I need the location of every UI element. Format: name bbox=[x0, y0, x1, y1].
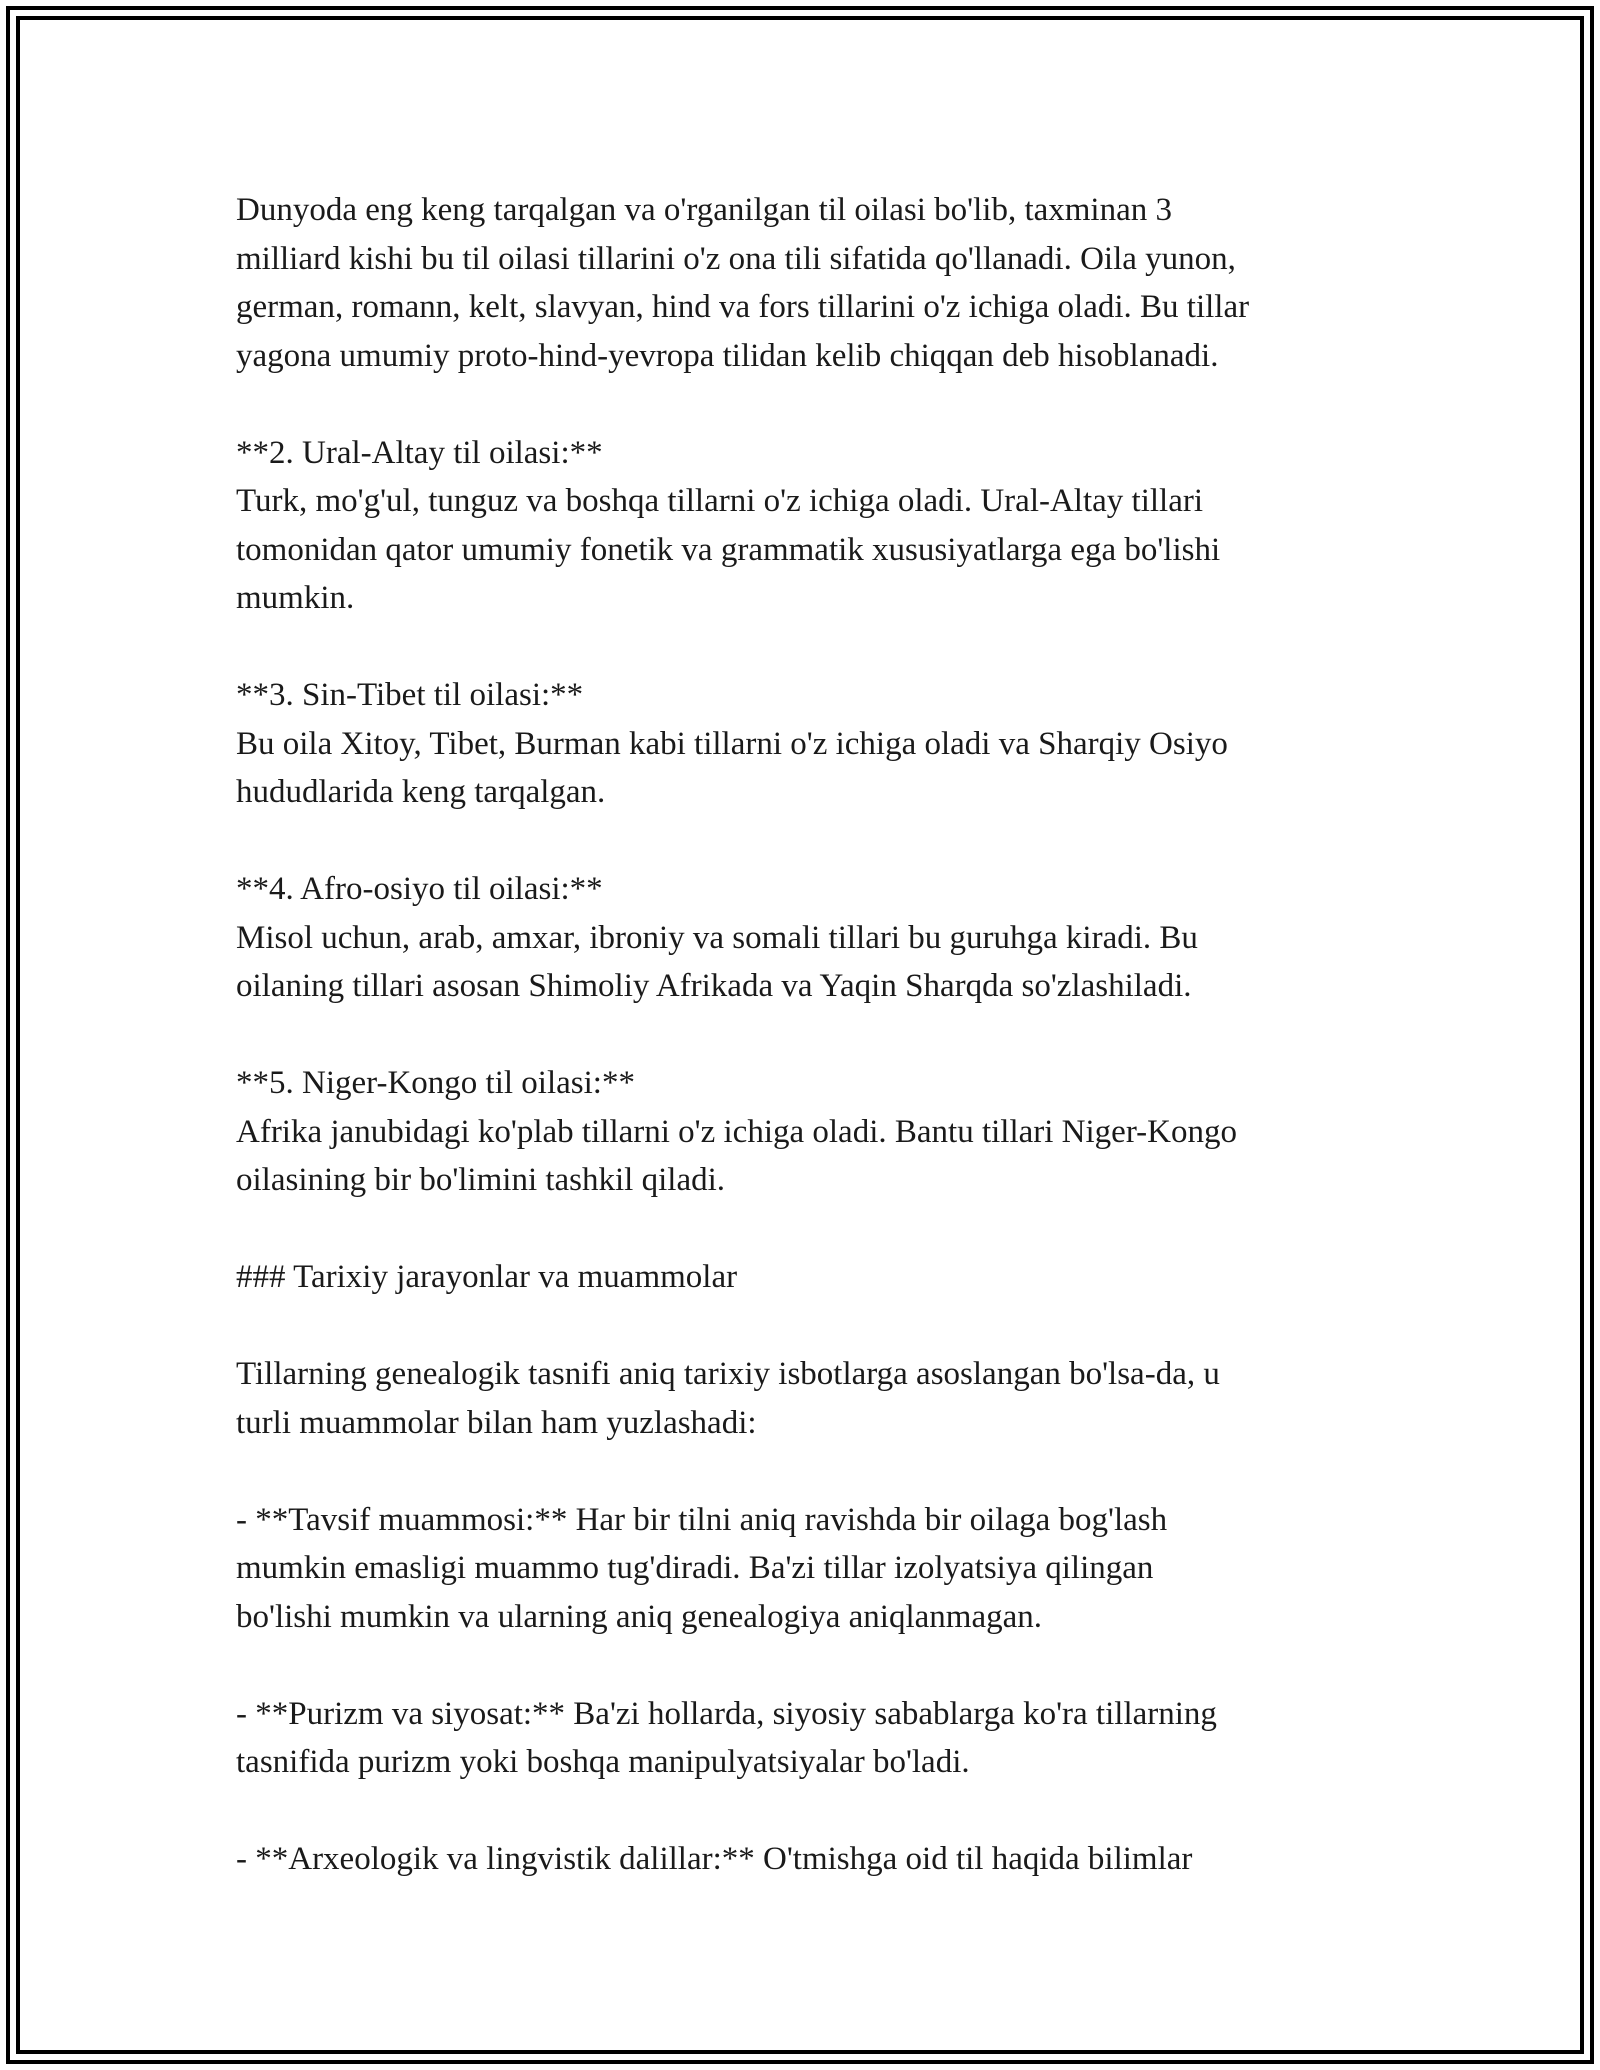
section-niger-kongo: **5. Niger-Kongo til oilasi:** Afrika janubidagi ko'plab tillarni o'z ichiga oladi. Bantu tillari Niger-Kongo oilasining bir bo'limini tashkil qiladi. bbox=[236, 1065, 1237, 1198]
list-item-purizm-siyosat: - **Purizm va siyosat:** Ba'zi hollarda, siyosiy sabablarga ko'ra tillarning tasnifida purizm yoki boshqa manipulyatsiyalar bo'ladi. bbox=[236, 1695, 1217, 1780]
paragraph-indo-european-intro: Dunyoda eng keng tarqalgan va o'rganilgan til oilasi bo'lib, taxminan 3 milliard kishi bu til oilasi tillarini o'z ona tili sifatida qo'llanadi. Oila yunon, german, romann, kelt, slavyan, hind va fors tillarini o'z ichiga oladi. Bu tillar yagona umumiy proto-hind-yevropa tilidan kelib chiqqan deb hisoblanadi. bbox=[236, 192, 1250, 374]
heading-tarixiy-jarayonlar: ### Tarixiy jarayonlar va muammolar bbox=[236, 1259, 738, 1295]
section-ural-altay: **2. Ural-Altay til oilasi:** Turk, mo'g'ul, tunguz va boshqa tillarni o'z ichiga oladi. Ural-Altay tillari tomonidan qator umumiy fonetik va grammatik xususiyatlarga ega bo'lishi mumkin. bbox=[236, 434, 1221, 616]
section-sin-tibet: **3. Sin-Tibet til oilasi:** Bu oila Xitoy, Tibet, Burman kabi tillarni o'z ichiga oladi va Sharqiy Osiyo hududlarida keng tarqalgan. bbox=[236, 677, 1228, 810]
paragraph-muammolar-intro: Tillarning genealogik tasnifi aniq tarixiy isbotlarga asoslangan bo'lsa-da, u turli muammolar bilan ham yuzlashadi: bbox=[236, 1356, 1220, 1441]
section-afro-osiyo: **4. Afro-osiyo til oilasi:** Misol uchun, arab, amxar, ibroniy va somali tillari bu guruhga kiradi. Bu oilaning tillari asosan Shimoliy Afrikada va Yaqin Sharqda so'zlashiladi. bbox=[236, 871, 1198, 1004]
list-item-tavsif-muammosi: - **Tavsif muammosi:** Har bir tilni aniq ravishda bir oilaga bog'lash mumkin emasligi muammo tug'diradi. Ba'zi tillar izolyatsiya qilingan bo'lishi mumkin va ularning aniq genealogiya aniqlanmagan. bbox=[236, 1501, 1168, 1635]
document-body bbox=[236, 186, 1386, 1884]
list-item-arxeologik-dalillar: - **Arxeologik va lingvistik dalillar:** O'tmishga oid til haqida bilimlar bbox=[236, 1841, 1193, 1877]
